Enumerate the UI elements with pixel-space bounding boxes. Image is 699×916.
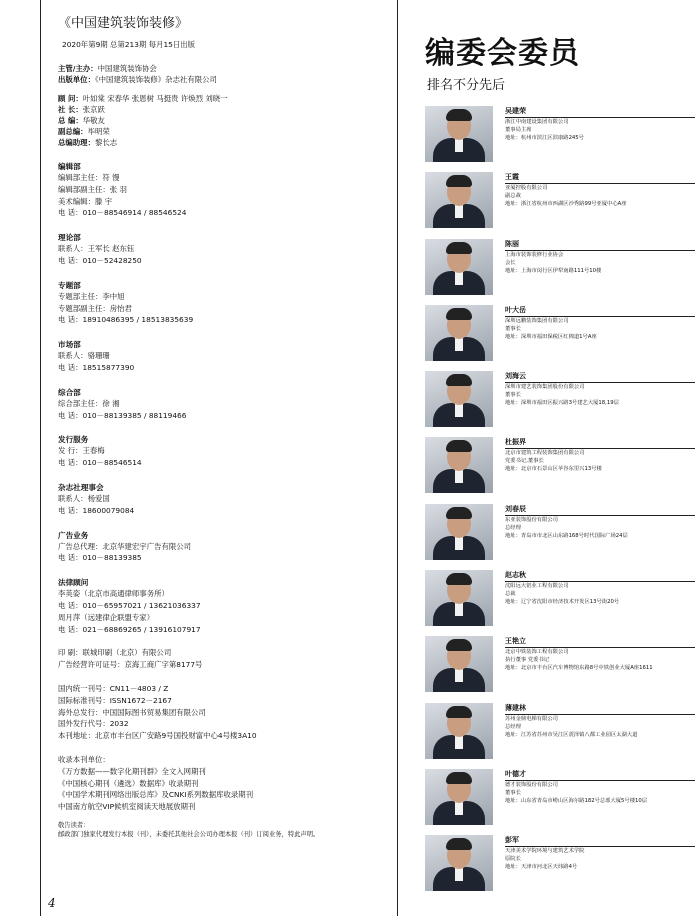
- member-address: 地址：杭州市滨江区滨康路245号: [505, 135, 584, 141]
- member-address: 地址：青岛市市北区山东路168号时代国际广场24层: [505, 532, 628, 539]
- masthead-column: [58, 12, 388, 839]
- member-address: 地址：北京市石景山区苹谷东里兴13号楼: [505, 466, 602, 473]
- member-company: 苏州金鼎电梯有限公司: [505, 715, 558, 722]
- member-info: [505, 437, 695, 473]
- member-info: [505, 835, 695, 871]
- section-general: 综合部 综合部主任：徐 湘 电 话：010－88139385 / 88119466: [58, 387, 187, 420]
- member-company: 德才装饰股份有限公司: [505, 781, 558, 788]
- member-photo: [425, 305, 493, 361]
- staff-row: 社 长：张京跃: [58, 105, 105, 114]
- member-card: [425, 703, 697, 769]
- staff-list: [58, 93, 388, 148]
- member-position: 党委书记,董事长: [505, 458, 544, 465]
- member-card: [425, 106, 697, 172]
- member-company: 深圳市建艺装饰集团股份有限公司: [505, 384, 585, 391]
- member-position: 总裁: [505, 591, 516, 598]
- member-card: [425, 504, 697, 570]
- publication-codes: 国内统一刊号：CN11－4803 / Z 国际标准刊号：ISSN1672－2167 海外总发行：中国国际图书贸易集团有限公司 国外发行代号：2032 本刊地址：北京市丰台区广安路9号国投财富中心4号楼3A10: [58, 683, 257, 741]
- section-topics: 专题部 专题部主任：李中旭 专题部副主任：房怡君 电 话：18910486395 / 18513835639: [58, 280, 194, 325]
- member-photo: [425, 703, 493, 759]
- member-name: 叶大岳: [505, 305, 695, 317]
- indexing-info: 收录本刊单位： 《万方数据——数字化期刊群》全文入网期刊 《中国核心期刊（遴选）数据库》收录期刊 《中国学术期刊网络出版总库》及CNKI系列数据库收录期刊 中国南方航空VIP候机室阅读天地展放期刊: [58, 754, 254, 812]
- member-name: 王艳立: [505, 636, 695, 648]
- member-company: 沈阳远大铝业工程有限公司: [505, 583, 569, 590]
- member-company: 北京市建筑工程装饰集团有限公司: [505, 450, 585, 457]
- magazine-title: 《中国建筑装饰装修》: [58, 16, 189, 31]
- member-address: 地址：深圳市福田区振兴路3号建艺大厦18,19层: [505, 400, 619, 407]
- section-legal: 法律顾问 李英姿（北京市高通律师事务所） 电 话：010－65957021 / 13621036337 周月萍（远建律企联盟专家） 电 话：021－68869265 / 13916107917: [58, 578, 201, 634]
- member-address: 地址：山东省青岛市崂山区海尔路182号总部大厦5号楼10层: [505, 797, 648, 804]
- column-divider-line: [397, 0, 398, 916]
- member-card: [425, 371, 697, 437]
- member-photo: [425, 504, 493, 560]
- member-card: [425, 636, 697, 702]
- member-info: [505, 636, 695, 672]
- member-info: [505, 172, 695, 208]
- staff-row: 总 编：华敬友: [58, 116, 105, 125]
- member-info: [505, 305, 695, 341]
- section-council: 杂志社理事会 联系人：杨爱国 电 话：18600079084: [58, 482, 135, 515]
- member-info: [505, 106, 695, 142]
- member-address: 地址：浙江省杭州市西湖区沙秀路99号亚厦中心A座: [505, 201, 627, 208]
- printing-info: 印 刷：联城印刷（北京）有限公司 广告经营许可证号：京海工商广字第8177号: [58, 648, 203, 670]
- member-address: 地址：深圳市福田保税区红棉道1号A座: [505, 333, 597, 340]
- member-list: [425, 106, 697, 902]
- member-address: 地址：上海市闵行区伊犁南路111号10楼: [505, 267, 602, 274]
- member-card: [425, 835, 697, 901]
- member-info: [505, 769, 695, 805]
- member-company: 上海市装饰装修行业协会: [505, 251, 564, 258]
- member-name: 陈丽: [505, 239, 695, 251]
- member-company: 东亚装饰股份有限公司: [505, 516, 558, 523]
- member-name: 杜振界: [505, 437, 695, 449]
- section-market: 市场部 联系人：骆珊珊 电 话：18515877390: [58, 340, 135, 372]
- member-company: 深圳远鹏装饰集团有限公司: [505, 317, 569, 324]
- member-name: 薄建林: [505, 703, 695, 715]
- member-card: [425, 172, 697, 238]
- publisher-info: [58, 63, 388, 85]
- member-info: [505, 504, 695, 540]
- section-advertising: 广告业务 广告总代理：北京华建宏宇广告有限公司 电 话：010－88139385: [58, 530, 192, 563]
- editorial-board-header: [425, 28, 695, 93]
- member-address: 地址：北京市丰台区汽车博物馆东路8号中铁创业大厦A座1611: [505, 665, 653, 672]
- member-photo: [425, 636, 493, 692]
- member-photo: [425, 835, 493, 891]
- staff-row: 副总编：毕明荣: [58, 127, 110, 136]
- member-photo: [425, 769, 493, 825]
- staff-row: 总编助理：黎长志: [58, 138, 118, 147]
- member-photo: [425, 172, 493, 228]
- issue-line: 2020年第9期 总第213期 每月15日出版: [62, 40, 196, 49]
- member-company: 北京中铁装饰工程有限公司: [505, 649, 569, 656]
- member-photo: [425, 371, 493, 427]
- member-company: 亚厦控股有限公司: [505, 185, 548, 192]
- member-name: 吴建荣: [505, 106, 695, 118]
- member-photo: [425, 106, 493, 162]
- board-title: 编委会委员: [425, 36, 580, 71]
- reader-notice: 敬告读者： 邮政部门独家代理发行本报（刊），未委托其他社会公司办理本报（刊）订阅业务，特此声明。: [58, 821, 320, 838]
- member-position: 董事长: [505, 789, 521, 796]
- member-photo: [425, 239, 493, 295]
- member-info: [505, 703, 695, 739]
- staff-row: 顾 问：叶如棠 宋春华 张恩树 马挺贵 许焕烈 刘晓一: [58, 94, 228, 103]
- member-name: 赵志秋: [505, 570, 695, 582]
- section-editorial: 编辑部 编辑部主任：符 馒 编辑部副主任：张 羽 美术编辑：滕 宇 电 话：010－88546914 / 88546524: [58, 162, 187, 218]
- section-distribution: 发行服务 发 行：王春梅 电 话：010－88546514: [58, 435, 142, 468]
- member-position: 总经理: [505, 723, 521, 730]
- member-photo: [425, 570, 493, 626]
- member-info: [505, 570, 695, 606]
- member-position: 董事局主席: [505, 127, 532, 133]
- member-position: 董事长: [505, 392, 521, 399]
- member-company: 天津美术学院环境与建筑艺术学院: [505, 848, 585, 855]
- member-photo: [425, 437, 493, 493]
- board-subtitle: 排名不分先后: [427, 78, 506, 93]
- member-position: 总经理: [505, 524, 521, 531]
- member-name: 王霞: [505, 172, 695, 184]
- member-name: 刘海云: [505, 371, 695, 383]
- member-card: [425, 570, 697, 636]
- member-address: 地址：天津市河北区天纬路4号: [505, 864, 578, 871]
- member-card: [425, 769, 697, 835]
- member-card: [425, 239, 697, 305]
- member-card: [425, 437, 697, 503]
- member-name: 彭军: [505, 835, 695, 847]
- member-info: [505, 371, 695, 407]
- member-position: 副总裁: [505, 193, 521, 200]
- publisher-row: 主管/主办：中国建筑装饰协会: [58, 64, 157, 73]
- member-position: 原院长: [505, 856, 521, 863]
- member-position: 董事长: [505, 325, 521, 332]
- member-company: 浙江中南建设集团有限公司: [505, 119, 569, 125]
- member-position: 会长: [505, 259, 516, 266]
- member-address: 地址：江苏省苏州市吴江区震泽镇八都工业园区太湖大道: [505, 731, 638, 738]
- publisher-row: 出版单位：《中国建筑装饰装修》杂志社有限公司: [58, 75, 217, 84]
- member-name: 叶德才: [505, 769, 695, 781]
- member-name: 刘春辰: [505, 504, 695, 516]
- member-position: 执行董事 党委书记: [505, 657, 550, 664]
- member-address: 地址：辽宁省沈阳市经济技术开发区13号街20号: [505, 599, 620, 606]
- left-margin-line: [40, 0, 41, 916]
- member-info: [505, 239, 695, 275]
- section-theory: 理论部 联系人：王军长 赵东钰 电 话：010－52428250: [58, 233, 142, 265]
- member-card: [425, 305, 697, 371]
- page-number: 4: [48, 896, 56, 910]
